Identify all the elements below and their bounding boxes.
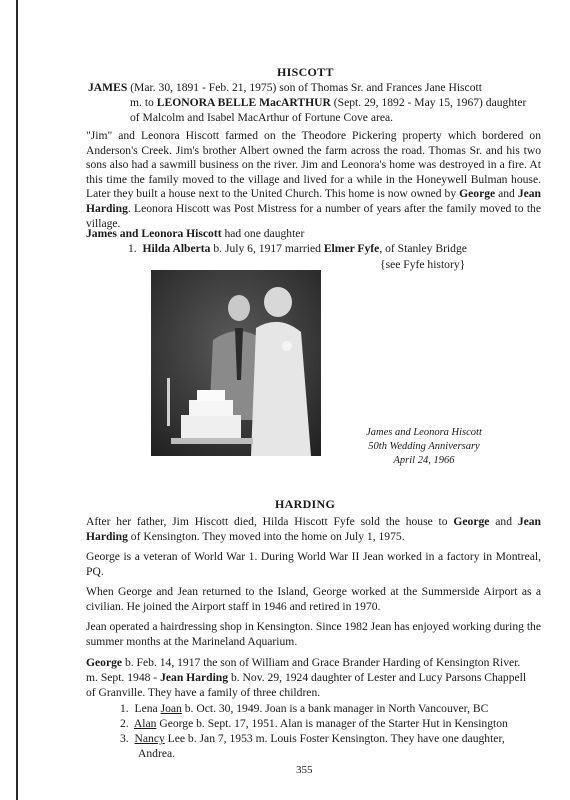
hiscott-p1-end: . Leonora Hiscott was Post Mistress for a number of years after the family moved to the village. — [86, 201, 541, 230]
george-text: b. Feb. 14, 1917 the son of William and Grace Brander Harding of Kensington River. — [122, 656, 521, 669]
married-jean-prefix: m. Sept. 1948 - — [86, 671, 161, 684]
anniversary-photo — [151, 270, 321, 456]
hiscott-heading: HISCOTT — [277, 65, 334, 79]
jean-name: Jean Harding — [160, 671, 229, 684]
photo-caption — [354, 426, 494, 468]
granville-line: of Granville. They have a family of three children. — [86, 686, 321, 699]
harding-p2: George is a veteran of World War 1. During World War II Jean worked in a factory in Montreal, PQ. — [86, 550, 541, 578]
james-dates: (Mar. 30, 1891 - Feb. 21, 1975) son of Thomas Sr. and Frances Jane Hiscott — [127, 81, 482, 94]
george-name: George — [86, 656, 123, 669]
child-underlined-name: Alan — [133, 717, 157, 730]
child-number: 1. — [128, 242, 137, 255]
james-line — [88, 80, 482, 95]
child-hilda-text: b. July 6, 1917 married — [210, 242, 324, 255]
george-line — [86, 655, 520, 670]
child-nancy — [120, 731, 505, 746]
daughter-line — [86, 226, 304, 241]
child-rest: George b. Sept. 17, 1951. Alan is manager of the Starter Hut in Kensington — [156, 717, 508, 730]
jean-text: b. Nov. 29, 1924 daughter of Lester and Lucy Parsons Chappell — [228, 671, 527, 684]
harding-p1-end: of Kensington. They moved into the home on July 1, 1975. — [127, 529, 405, 543]
child-hilda-end: , of Stanley Bridge — [379, 242, 467, 255]
page-number: 355 — [296, 764, 313, 776]
hiscott-p1-jean: Jean Harding — [86, 187, 541, 215]
hiscott-p1-george: George — [459, 187, 496, 201]
child-number: 3. — [120, 732, 129, 745]
child-number: 2. — [120, 717, 129, 730]
married-prefix: m. to — [130, 96, 157, 109]
page-binding-edge — [16, 0, 18, 800]
child-number: 1. — [120, 702, 129, 715]
child-alan — [120, 716, 508, 731]
child-underlined-name: Nancy — [134, 732, 165, 745]
child-rest: Lee b. Jan 7, 1953 m. Louis Foster Kensington. They have one daughter, — [164, 732, 505, 745]
daughter-text: had one daughter — [221, 227, 305, 240]
james-name: JAMES — [88, 81, 128, 94]
child-hilda-spouse: Elmer Fyfe — [323, 242, 380, 255]
harding-p1-jean: Jean Harding — [86, 515, 541, 543]
leonora-name: LEONORA BELLE MacARTHUR — [156, 96, 331, 109]
see-fyfe-note: {see Fyfe history} — [380, 258, 466, 271]
child-hilda-name: Hilda Alberta — [142, 242, 211, 255]
daughter-names: James and Leonora Hiscott — [86, 227, 222, 240]
hiscott-paragraph — [86, 129, 541, 231]
leonora-dates: (Sept. 29, 1892 - May 15, 1967) daughter — [330, 96, 527, 109]
child-joan — [120, 701, 488, 716]
harding-heading: HARDING — [275, 497, 336, 511]
parents-line: of Malcolm and Isabel MacArthur of Fortune Cove area. — [130, 111, 394, 124]
hiscott-p1: "Jim" and Leonora Hiscott farmed on the Theodore Pickering property which bordered on Anderson's Creek. Jim's brother Albert owned the farm across the road. Thomas Sr. and his two sons also had a sawmill business on the river. Jim and Leonora's home was destroyed in a fire. At this time the family moved to the village and lived for a while in the Honeywell Bulman house. Later they built a house next to the United Church. This home is now owned by — [86, 129, 541, 201]
harding-p3: When George and Jean returned to the Island, George worked at the Summerside Airport as a civilian. He joined the Airport staff in 1946 and retired in 1970. — [86, 585, 541, 613]
harding-p4: Jean operated a hairdressing shop in Kensington. Since 1982 Jean has enjoyed working during the summer months at the Marineland Aquarium. — [86, 620, 541, 648]
harding-p1-text: After her father, Jim Hiscott died, Hilda Hiscott Fyfe sold the house to — [86, 515, 454, 528]
caption-line-2: 50th Wedding Anniversary — [368, 441, 480, 452]
andrea-line: Andrea. — [138, 747, 176, 760]
caption-line-1: James and Leonora Hiscott — [366, 427, 482, 438]
harding-p1-and: and — [489, 515, 518, 528]
anniversary-photo-image — [151, 270, 321, 456]
hiscott-p1-and: and — [495, 187, 518, 201]
child-first: Lena — [134, 702, 161, 715]
caption-line-3: April 24, 1966 — [393, 455, 455, 466]
child-hilda-line — [128, 241, 467, 256]
child-underlined-name: Joan — [160, 702, 182, 715]
married-jean-line — [86, 670, 526, 685]
harding-p1 — [86, 515, 541, 544]
child-rest: b. Oct. 30, 1949. Joan is a bank manager in North Vancouver, BC — [181, 702, 489, 715]
married-line — [130, 95, 526, 110]
harding-p1-george: George — [453, 515, 490, 528]
